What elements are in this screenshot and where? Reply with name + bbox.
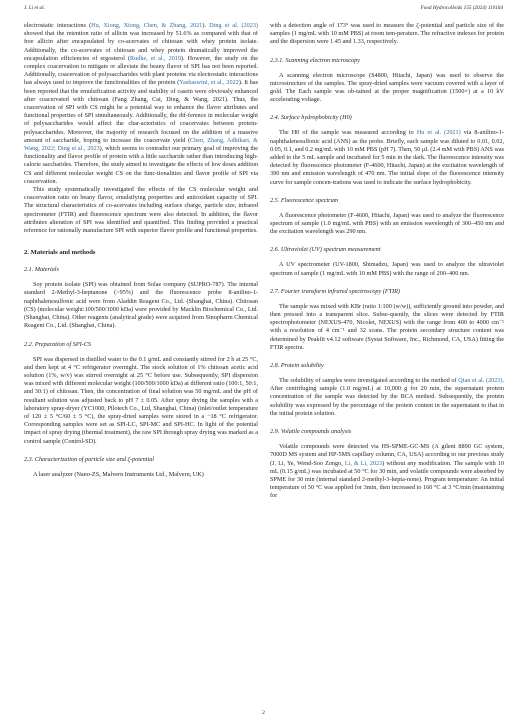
text-run: . After centrifuging sample (1.0 mg/mL) at 10,000 g for 20 min, the supernatant protein concentration of the sample was detected by the BCA method. Subsequently, the protein solubility was expressed by the percentage of the protein content in the supernatant to that in the initial protein solution. <box>270 377 504 417</box>
intro-paragraph-2: This study systematically investigated the effects of the CS molecular weight and coacervation ratio on beany flavor, emulsifying properties and antioxidant capacity of SPI. The structural characteristics of co-acervates including surface charge, particle size, infrared spectrometer (FTIR) and fluorescence spectrum were also detected. In addition, the flavor attributes alteration of SPI was identified and quantified. This finding provided a practical reference for rationally manufacture SPI with superior flavor profile and functional properties. <box>24 186 258 235</box>
fluorescence-paragraph: A fluorescence photometer (F-4600, Hitachi, Japan) was used to analyze the fluorescence spectrum of sample (1.0 mg/mL with PBS) with an emission wavelength of 300–450 nm and the excitation wavelength was 290 nm. <box>270 211 504 236</box>
preparation-paragraph: SPI was dispersed in distilled water to the 0.1 g/mL and constantly stirred for 2 h at 25 °C, and then kept at 4 °C refrigerator overnight. The stock solution of 1% chitosan acetic acid solution (1%, w/v) was stirred overnight at 25 °C before use. Subsequently, SPI dispersion was mixed with different molecular weight (100/500/1000 kDa) at different ratio (100:1, 50:1, and 30:1) of chitosan. Then, the concentration of final solution was 50 mg/mL and the pH of resultant solution was adjusted back to pH 7 ± 0.05. After spray drying the samples with a laboratory spray-dryer (YC1000, Pilotech Co., Ltd, Shanghai, China) (inlet/outlet temperature of 120 ± 5 °C/60 ± 5 °C), the spray-dried samples were stored in a −18 °C refrigerator. Corresponding samples were set as SPI-LC, SPI-MC and SPI-HC. In light of the potential impact of spray drying (thermal treatment), the raw SPI through spray drying was marked as a control sample (Control-SD). <box>24 355 258 445</box>
subsection-heading: 2.1. Materials <box>24 266 59 274</box>
text-run: ). It has been reported that the emulsification activity and stability of casein were obviously enhanced after coacervated with chitosan (Fang Zhang, Cai, Ding, & Wang, 2021). Thus, the coacervation of SPI with CS might be a potential way to enhance the flavor attributes and functional properties of SPI simultaneously. Additionally, the dif-ference in molecular weight of polysaccharides would affect the char-acteristics of coacervates between protein-polysaccharides. Moreover, the majority of research focused on the addition of a massive amount of saccharide, hoping to increase the coacervate yield ( <box>24 79 259 144</box>
subsection-heading: 2.9. Volatile compounds analysis <box>270 428 352 436</box>
running-header <box>24 5 503 14</box>
text-run: The solubility of samples were investigated according to the method of <box>279 377 459 385</box>
right-column <box>270 22 504 501</box>
citation-link[interactable]: Hu, Xiong, Xiong, Chen, & Zhang, 2021 <box>91 22 203 29</box>
solubility-paragraph <box>270 377 504 418</box>
text-run: electrostatic interactions ( <box>24 22 92 29</box>
intro-paragraph <box>24 22 258 186</box>
text-run: showed that the retention ratio of allicin was increased by 51.6% as compared with that of free allicin after encapsulated by co-acervates of chitosan with whey protein isolate. Additionally, the co-acervates of chitosan and whey protein dramatically improved the encapsulation efficiencies of ergosterol ( <box>24 30 258 62</box>
text-run: ). However, the study on the complex coacervation to mitigate or alleviate the beany flavor of SPI has not been reported. Additionally, coacervation of polysaccharides with plant proteins via electrostatic interactions has always used to improve the functionalities of the protein ( <box>24 54 258 87</box>
text-run: ) without any modification. The sample with 10 mL (0.15 g/mL) was incubated at 50 °C for 30 min, and volatile compounds were absorbed by SPME for 30 min (internal standard 2-methyl-3-hepta-none). Program temperature: An initial temperature of 50 °C was applied for 3min, then increased to 160 °C at 3 °C/min (maintaining for <box>270 459 504 500</box>
citation-link[interactable]: Hu et al. (2021) <box>416 129 461 137</box>
text-run: The H0 of the sample was measured according to <box>279 129 417 137</box>
hydrophobicity-paragraph <box>270 129 504 186</box>
header-authors: J. Li et al. <box>24 5 45 11</box>
subsection-heading: 2.5. Fluorescence spectrum <box>270 196 339 204</box>
page-number: 2 <box>262 710 265 716</box>
text-run: ), which seems to contradict our primary goal of improving the functionality and flavor profile of protein with a little saccharide rather than introducing high-calorie saccharides. Therefore, the study aimed to investigate the effects of low doses addition CS and different molecular weight CS on the func-tionalities and flavor profile of SPI via coacervation. <box>24 145 258 185</box>
citation-link[interactable]: Chen, Zhang, Adhikari, & Wang, 2022; Ding et al., 2023 <box>24 136 258 153</box>
subsection-heading: 2.6. Ultraviolet (UV) spectrum measurement <box>270 246 381 254</box>
subsection-heading: 2.8. Protein solubility <box>270 362 324 370</box>
subsection-heading: 2.4. Surface hydrophobicity (H0) <box>270 114 352 122</box>
citation-link[interactable]: Yashaswini, et al., 2022 <box>179 79 239 87</box>
citation-link[interactable]: Li, & Li, 2023 <box>344 459 383 467</box>
materials-paragraph: Soy protein isolate (SPI) was obtained from Solae company (SUPRO-787). The internal standard 2-Methyl-3-heptanone (>95%) and the fluorescence probe 8-anilino-1-naphthalenesulfonic acid were from Aladdin Reagent Co., Ltd. (Shanghai, China). Chitosan (CS) (molecular weight:100/500/1000 kDa) were provided by Macklin Biochemical Co., Ltd. (Shanghai, China). Other reagents (analytical grade) were acquired from Sinopharm Chemical Reagent Co., Ltd. (Shanghai, China). <box>24 281 258 330</box>
text-run: via 8-anilino-1-naphthalenesulfonic acid (ANS) as the probe. Briefly, each sample was diluted to 0.01, 0.02, 0.05, 0.1, and 0.2 mg/mL with 10 mM PBS (pH 7). Then, 50 μL (2.4 mM with PBS) ANS was added to the 5 mL sample and incubated for 5 min in the dark. The fluorescence intensity was detected by fluorescence photometer (F-4600, Hitachi, Japan) at the excitation wavelength of 390 nm and emission wavelength of 470 nm. The initial slope of the fluorescence intensity curve for sample concen-trations was used to indicate the surface hydrophobicity. <box>270 129 504 186</box>
subsection-heading: 2.7. Fourier transform infrared spectroscopy (FTIR) <box>270 287 400 295</box>
characterization-paragraph: A laser analyzer (Nano-ZS, Malvern Instruments Ltd., Malvern, UK) <box>33 470 204 478</box>
subsection-heading: 2.2. Preparation of SPI-CS <box>24 340 91 348</box>
left-column <box>24 22 258 479</box>
citation-link[interactable]: Qian et al. (2023) <box>458 377 503 385</box>
citation-link[interactable]: Ding et al. (2023) <box>209 22 258 29</box>
subsection-heading: 2.3.1. Scanning electron microscopy <box>270 56 360 64</box>
subsection-heading: 2.3. Characterization of particle size and ζ-potential <box>24 455 155 463</box>
ftir-paragraph: The sample was mixed with KBr (ratio 1:100 (w/w)), sufficiently ground into powder, and then pressed into a transparent slice. Subse-quently, the slices were detected by FTIR spectrophotometer (NEXUS-470, Nicolet, NEXUS) with the range from 400 to 4000 cm⁻¹ with a resolution of 4 cm⁻¹ and 32 scans. The protein secondary structure content was determined by Peakfit v4.12 software (Systat Software, Inc., Richmond, CA, USA) fitting the FTIR spectra. <box>270 302 504 351</box>
text-run: ). <box>202 22 210 29</box>
section-heading: 2. Materials and methods <box>24 249 96 257</box>
continued-paragraph: with a detection angle of 173° was used to measure the ζ-potential and particle size of the samples (1 mg/mL with 10 mM PBS) at room tem-perature. The refractive indexes for protein and the dispersion were 1.45 and 1.33, respectively. <box>270 22 504 46</box>
header-journal: Food Hydrocolloids 155 (2024) 110164 <box>420 5 503 11</box>
sem-paragraph: A scanning electron microscope (S4800, Hitachi, Japan) was used to observe the microstructure of the samples. The spray-dried samples were vacuum covered with a layer of gold. The Each sample was ob-tained at the proper magnification (1500×) at a 10 kV accelerating voltage. <box>270 71 504 104</box>
text-run: Volatile compounds were detected via HS-SPME-GC-MS (A gilent 8890 GC system, 7000D MS system and HP-5MS capillary column, CA, USA) according to our previous study (J. Li, Ye, Wend-Soo Zongo, <box>270 443 504 467</box>
uv-paragraph: A UV spectrometer (UV-1800, Shimadzu, Japan) was used to analyze the ultraviolet spectrum of sample (1 mg/mL with 10 mM PBS) with the range of 200–400 nm. <box>270 261 504 277</box>
citation-link[interactable]: Rudke, et al., 2019 <box>130 54 181 62</box>
volatile-paragraph <box>270 443 504 500</box>
